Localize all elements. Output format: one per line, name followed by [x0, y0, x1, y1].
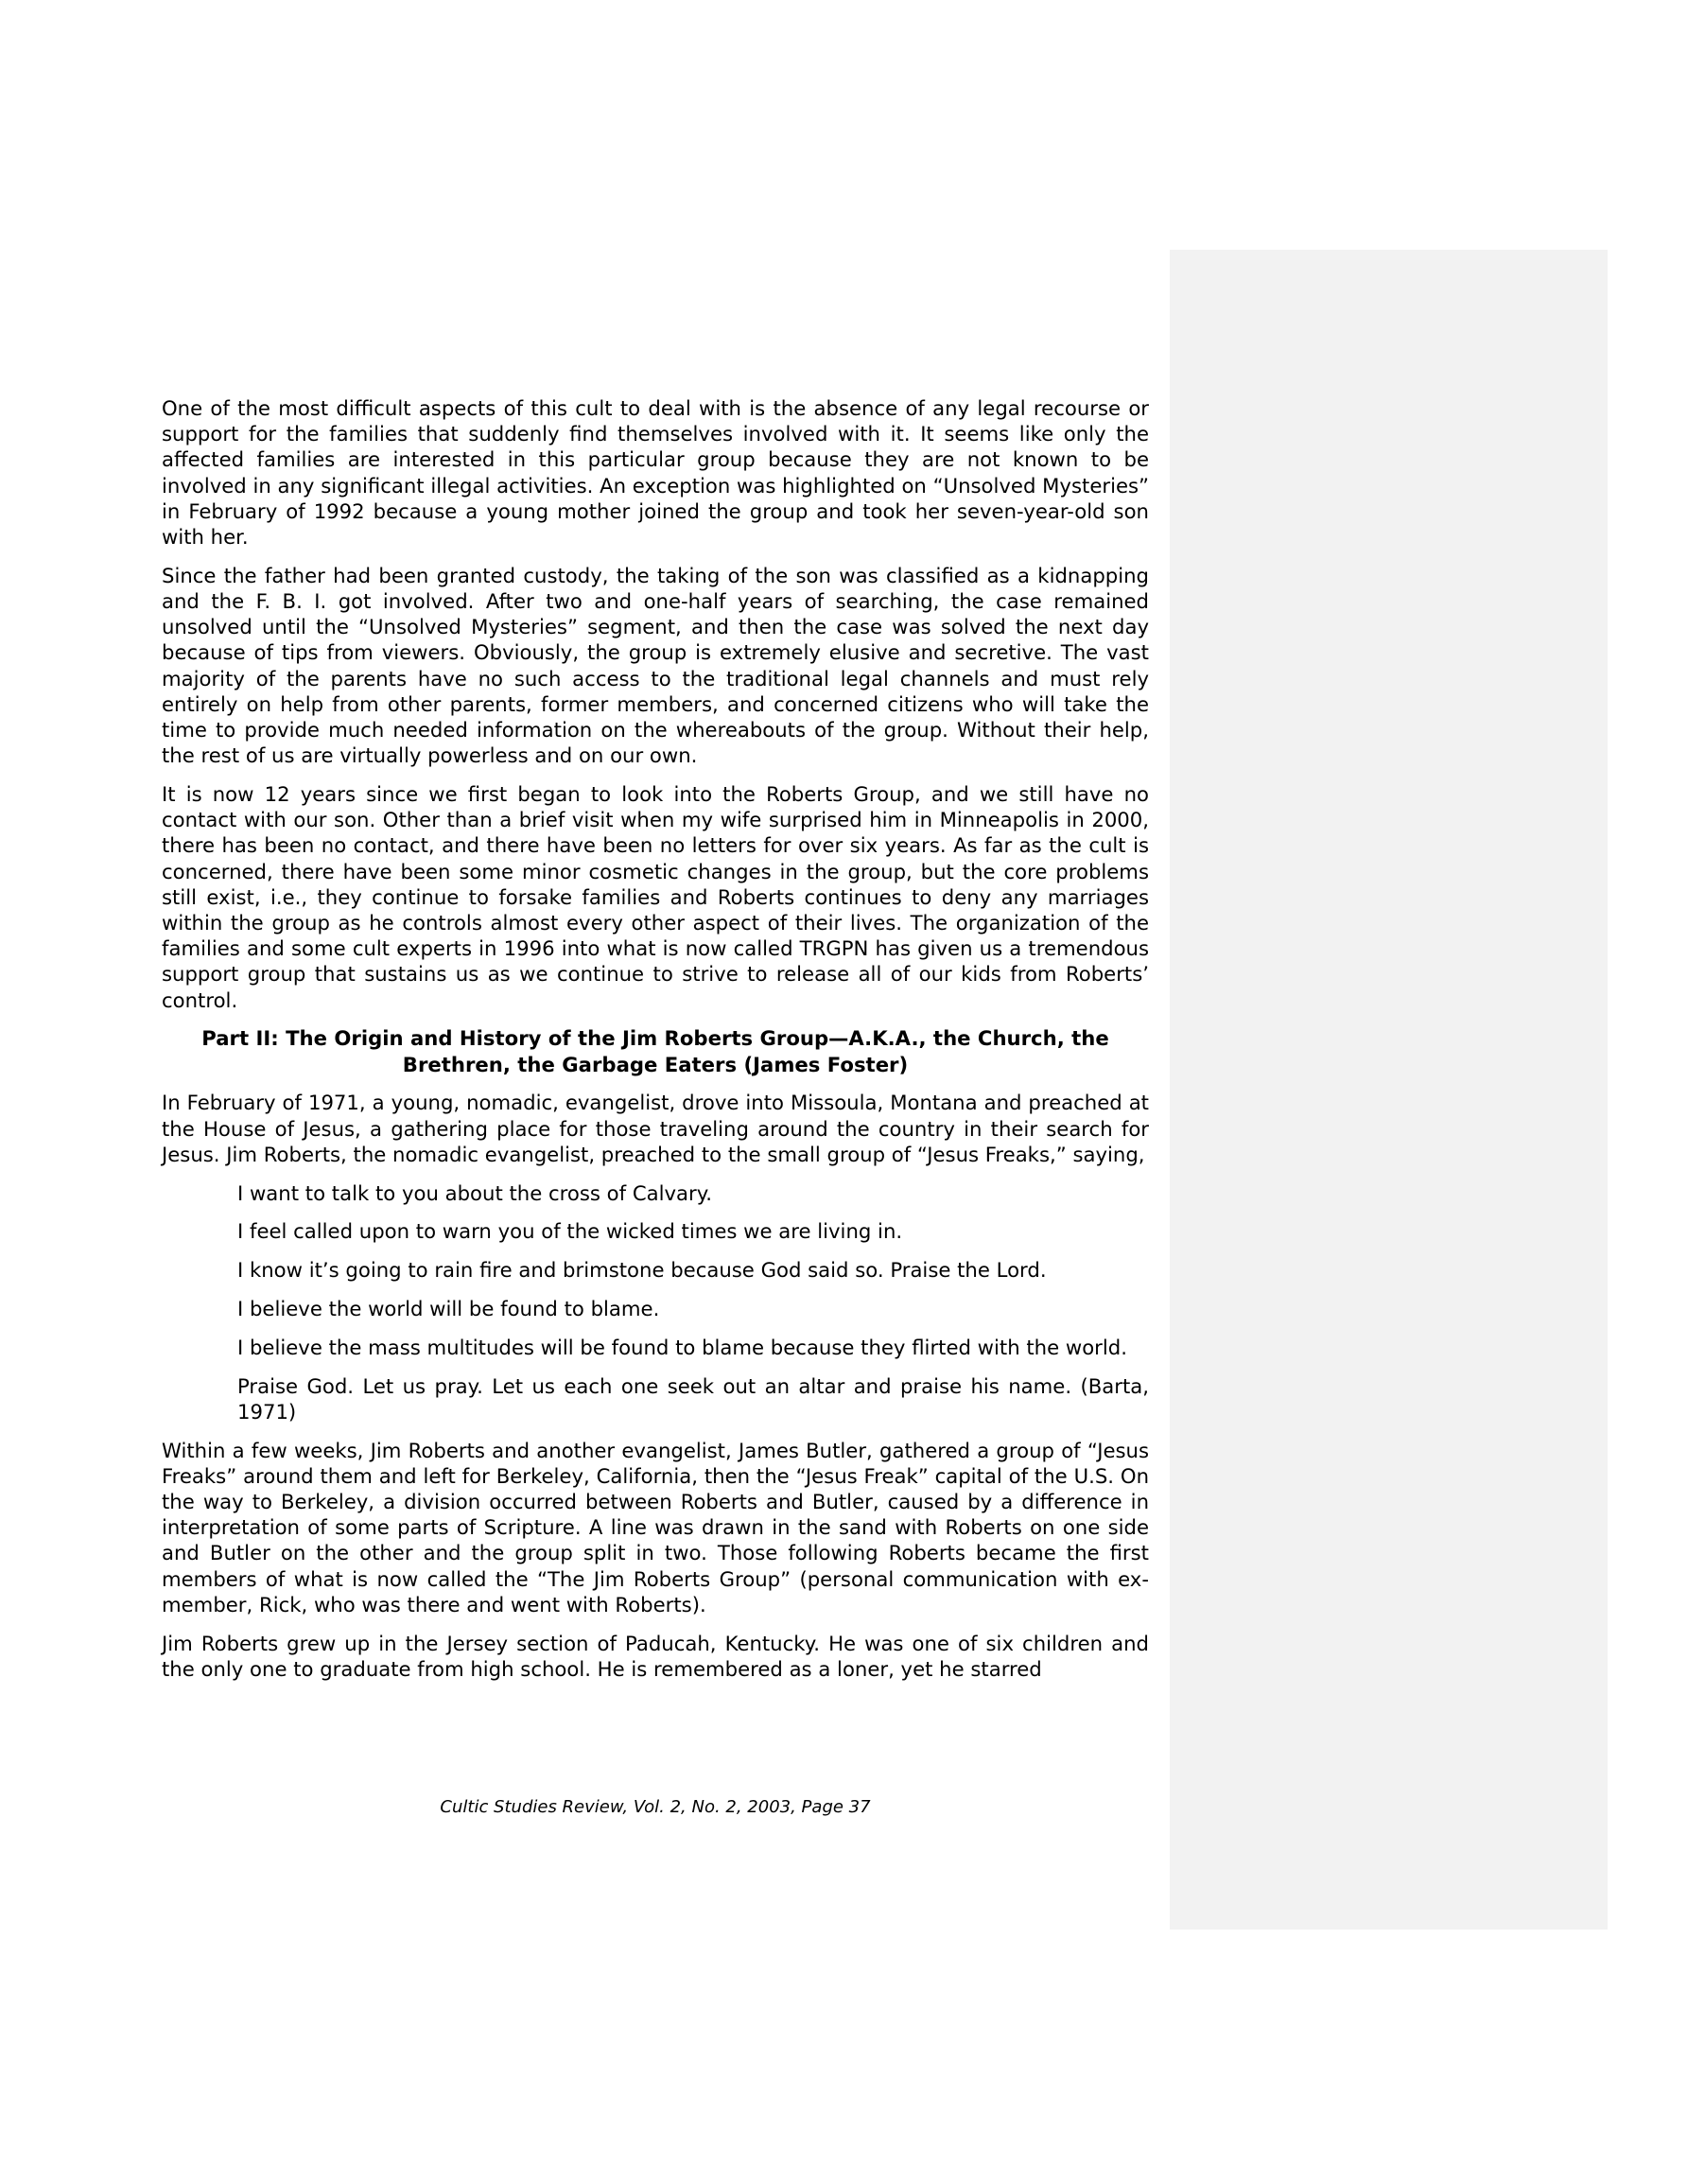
block-quote-line: Praise God. Let us pray. Let us each one seek out an altar and praise his name. (Barta, 1971): [237, 1373, 1149, 1424]
block-quote-line: I believe the world will be found to blame.: [237, 1297, 660, 1321]
body-paragraph: One of the most difficult aspects of this cult to deal with is the absence of any legal recourse or support for the families that suddenly find themselves involved with it. It seems like only the affected families are interested in this particular group because they are not known to be involved in any significant illegal activities. An exception was highlighted on “Unsolved Mysteries” in February of 1992 because a young mother joined the group and took her seven-year-old son with her.: [162, 396, 1150, 550]
block-quote-line: I want to talk to you about the cross of Calvary.: [237, 1180, 712, 1205]
body-paragraph: In February of 1971, a young, nomadic, evangelist, drove into Missoula, Montana and preached at the House of Jesus, a gathering place for those traveling around the country in their search for Jesus. Jim Roberts, the nomadic evangelist, preached to the small group of “Jesus Freaks,” saying,: [162, 1091, 1149, 1166]
block-quote-line: I feel called upon to warn you of the wicked times we are living in.: [237, 1219, 903, 1244]
section-heading-line: Part II: The Origin and History of the Jim Roberts Group—A.K.A., the Church, the: [201, 1026, 1109, 1051]
page-footer: Cultic Studies Review, Vol. 2, No. 2, 2003, Page 37: [440, 1797, 871, 1817]
comment-margin-pane: [1170, 250, 1608, 1930]
section-heading: [162, 1025, 1149, 1076]
body-paragraph: Within a few weeks, Jim Roberts and another evangelist, James Butler, gathered a group of “Jesus Freaks” around them and left for Berkeley, California, then the “Jesus Freak” capital of the U.S. On the way to Berkeley, a division occurred between Roberts and Butler, caused by a difference in interpretation of some parts of Scripture. A line was drawn in the sand with Roberts on one side and Butler on the other and the group split in two. Those following Roberts became the first members of what is now called the “The Jim Roberts Group” (personal communication with ex-member, Rick, who was there and went with Roberts).: [162, 1438, 1149, 1616]
body-paragraph: Since the father had been granted custody, the taking of the son was classified as a kidnapping and the F. B. I. got involved. After two and one-half years of searching, the case remained unsolved until the “Unsolved Mysteries” segment, and then the case was solved the next day because of tips from viewers. Obviously, the group is extremely elusive and secretive. The vast majority of the parents have no such access to the traditional legal channels and must rely entirely on help from other parents, former members, and concerned citizens who will take the time to provide much needed information on the whereabouts of the group. Without their help, the rest of us are virtually powerless and on our own.: [162, 563, 1149, 768]
document-body: [162, 395, 1149, 1682]
body-paragraph: Jim Roberts grew up in the Jersey section of Paducah, Kentucky. He was one of six children and the only one to graduate from high school. He is remembered as a loner, yet he starred: [162, 1631, 1149, 1681]
section-heading-line: Brethren, the Garbage Eaters (James Foster): [402, 1052, 909, 1076]
block-quote-line: I know it’s going to rain fire and brimstone because God said so. Praise the Lord.: [237, 1258, 1047, 1283]
block-quote-line: I believe the mass multitudes will be found to blame because they flirted with the world.: [237, 1335, 1127, 1359]
body-paragraph: It is now 12 years since we first began to look into the Roberts Group, and we still have no contact with our son. Other than a brief visit when my wife surprised him in Minneapolis in 2000, there has been no contact, and there have been no letters for over six years. As far as the cult is concerned, there have been some minor cosmetic changes in the group, but the core problems still exist, i.e., they continue to forsake families and Roberts continues to deny any marriages within the group as he controls almost every other aspect of their lives. The organization of the families and some cult experts in 1996 into what is now called TRGPN has given us a tremendous support group that sustains us as we continue to strive to release all of our kids from Roberts’ control.: [162, 782, 1149, 1012]
